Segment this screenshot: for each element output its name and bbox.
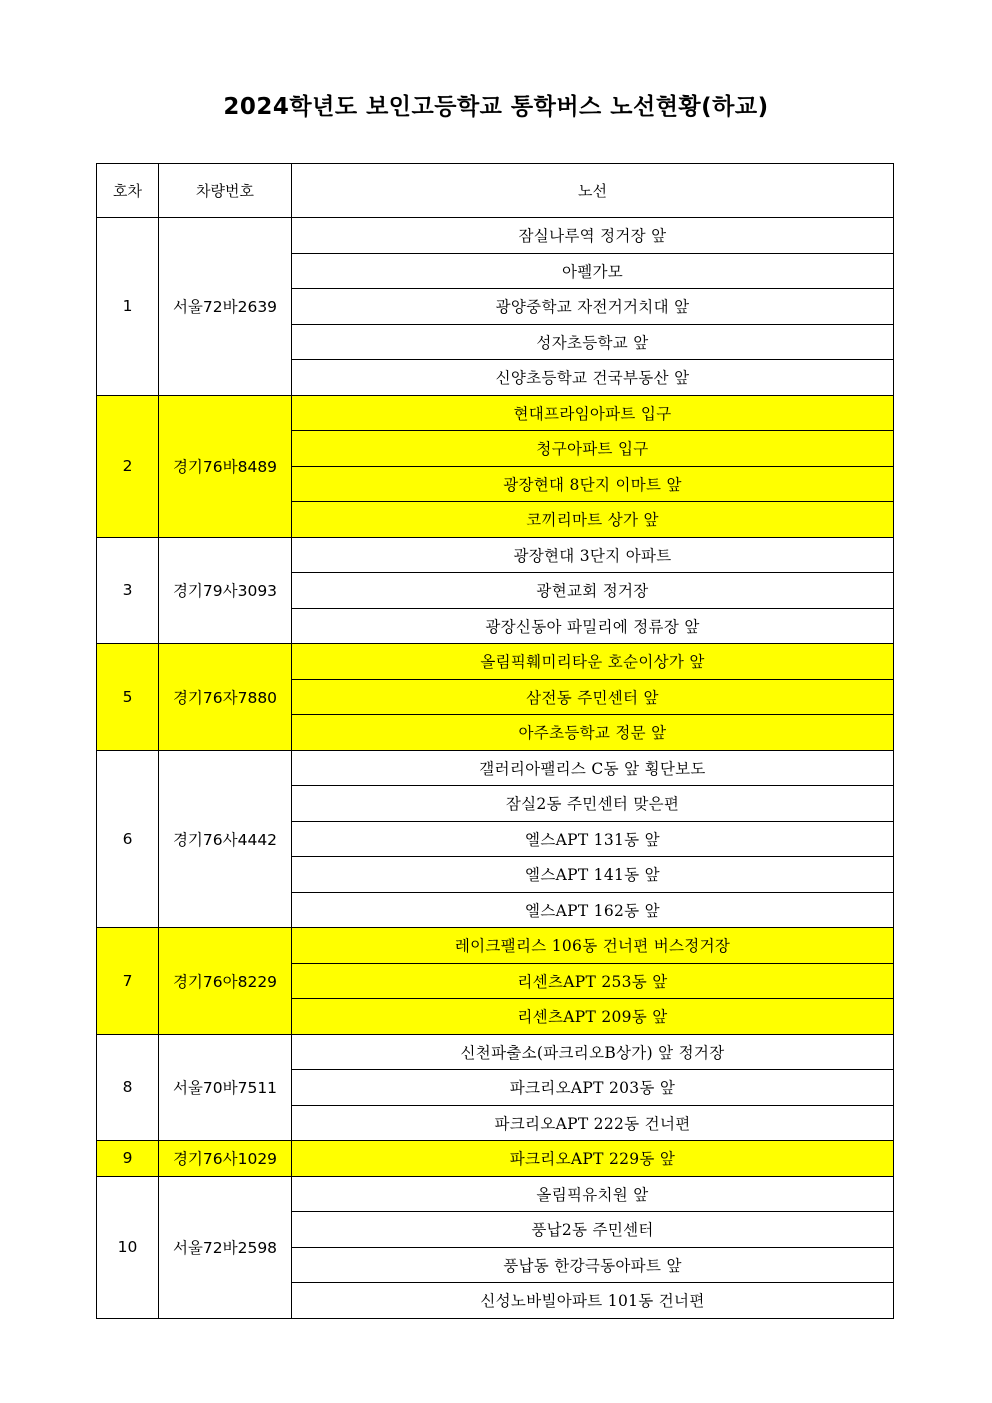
table-row — [97, 537, 894, 573]
route-stop-cell: 삼전동 주민센터 앞 — [292, 679, 894, 715]
plate-number-cell: 서울70바7511 — [159, 1034, 292, 1141]
route-stop-cell: 광장현대 8단지 이마트 앞 — [292, 466, 894, 502]
table-row — [97, 1176, 894, 1212]
route-stop-cell: 파크리오APT 203동 앞 — [292, 1070, 894, 1106]
plate-number-cell: 경기76사1029 — [159, 1141, 292, 1177]
header-row — [97, 164, 894, 218]
route-stop-cell: 신양초등학교 건국부동산 앞 — [292, 360, 894, 396]
header-plate-number: 차량번호 — [159, 164, 292, 218]
plate-number-cell: 경기76바8489 — [159, 395, 292, 537]
route-stop-cell: 리센츠APT 209동 앞 — [292, 999, 894, 1035]
route-stop-cell: 현대프라임아파트 입구 — [292, 395, 894, 431]
route-stop-cell: 신천파출소(파크리오B상가) 앞 정거장 — [292, 1034, 894, 1070]
plate-number-cell: 경기76자7880 — [159, 644, 292, 751]
route-stop-cell: 엘스APT 131동 앞 — [292, 821, 894, 857]
route-stop-cell: 성자초등학교 앞 — [292, 324, 894, 360]
route-stop-cell: 엘스APT 141동 앞 — [292, 857, 894, 893]
route-stop-cell: 코끼리마트 상가 앞 — [292, 502, 894, 538]
route-stop-cell: 청구아파트 입구 — [292, 431, 894, 467]
bus-number-cell: 6 — [97, 750, 159, 928]
route-stop-cell: 잠실2동 주민센터 맞은편 — [292, 786, 894, 822]
bus-number-cell: 3 — [97, 537, 159, 644]
route-body — [97, 218, 894, 1319]
route-stop-cell: 광장신동아 파밀리에 정류장 앞 — [292, 608, 894, 644]
route-stop-cell: 풍납동 한강극동아파트 앞 — [292, 1247, 894, 1283]
bus-number-cell: 1 — [97, 218, 159, 396]
route-stop-cell: 잠실나루역 정거장 앞 — [292, 218, 894, 254]
route-stop-cell: 광현교회 정거장 — [292, 573, 894, 609]
table-row — [97, 218, 894, 254]
bus-number-cell: 8 — [97, 1034, 159, 1141]
plate-number-cell: 경기76사4442 — [159, 750, 292, 928]
route-stop-cell: 광장현대 3단지 아파트 — [292, 537, 894, 573]
bus-number-cell: 10 — [97, 1176, 159, 1318]
route-stop-cell: 레이크팰리스 106동 건너편 버스정거장 — [292, 928, 894, 964]
route-stop-cell: 리센츠APT 253동 앞 — [292, 963, 894, 999]
table-row — [97, 1141, 894, 1177]
route-stop-cell: 신성노바빌아파트 101동 건너편 — [292, 1283, 894, 1319]
bus-number-cell: 7 — [97, 928, 159, 1035]
route-stop-cell: 파크리오APT 222동 건너편 — [292, 1105, 894, 1141]
table-row — [97, 644, 894, 680]
page-title: 2024학년도 보인고등학교 통학버스 노선현황(하교) — [223, 94, 769, 120]
route-stop-cell: 갤러리아팰리스 C동 앞 횡단보도 — [292, 750, 894, 786]
table-row — [97, 395, 894, 431]
route-stop-cell: 아펠가모 — [292, 253, 894, 289]
table-row — [97, 750, 894, 786]
route-stop-cell: 올림픽유치원 앞 — [292, 1176, 894, 1212]
plate-number-cell: 서울72바2639 — [159, 218, 292, 396]
route-stop-cell: 올림픽훼미리타운 호순이상가 앞 — [292, 644, 894, 680]
bus-number-cell: 2 — [97, 395, 159, 537]
table-row — [97, 1034, 894, 1070]
plate-number-cell: 경기79사3093 — [159, 537, 292, 644]
route-stop-cell: 파크리오APT 229동 앞 — [292, 1141, 894, 1177]
bus-number-cell: 5 — [97, 644, 159, 751]
route-stop-cell: 광양중학교 자전거거치대 앞 — [292, 289, 894, 325]
plate-number-cell: 경기76아8229 — [159, 928, 292, 1035]
header-route: 노선 — [292, 164, 894, 218]
route-stop-cell: 엘스APT 162동 앞 — [292, 892, 894, 928]
bus-route-table — [96, 163, 894, 1319]
header-bus-number: 호차 — [97, 164, 159, 218]
bus-number-cell: 9 — [97, 1141, 159, 1177]
route-stop-cell: 풍납2동 주민센터 — [292, 1212, 894, 1248]
route-stop-cell: 아주초등학교 정문 앞 — [292, 715, 894, 751]
table-row — [97, 928, 894, 964]
plate-number-cell: 서울72바2598 — [159, 1176, 292, 1318]
